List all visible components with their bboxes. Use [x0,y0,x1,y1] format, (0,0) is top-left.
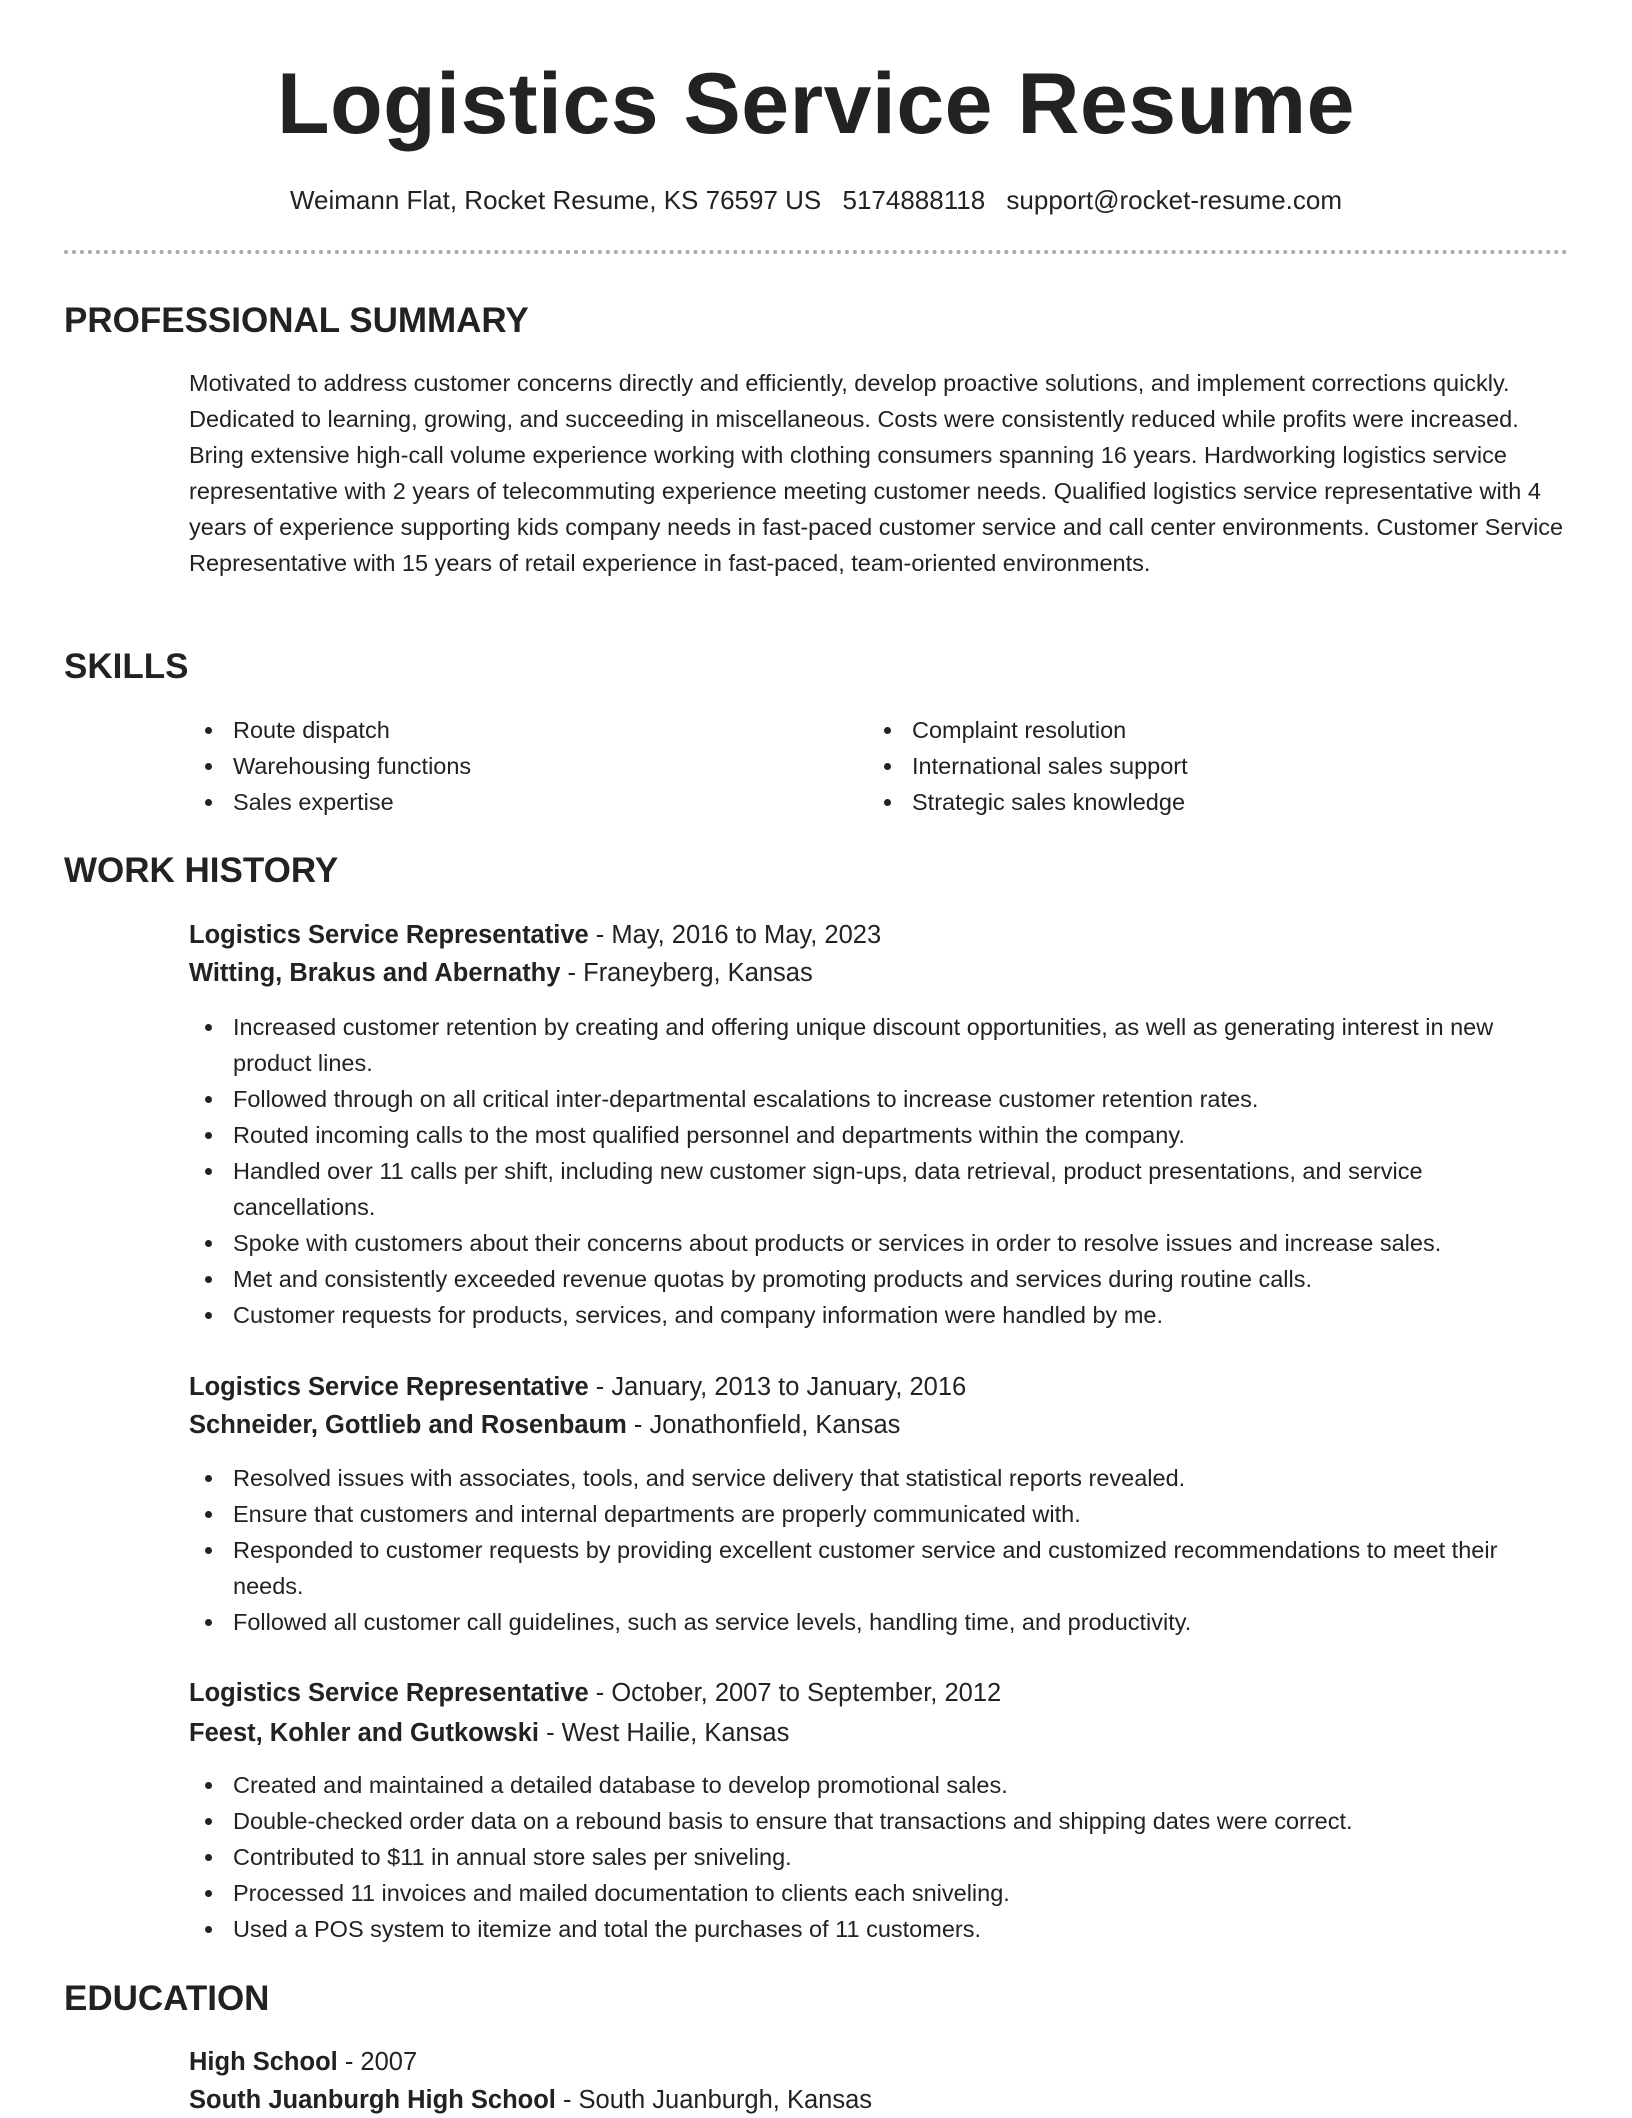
header-divider [64,250,1568,254]
list-item: Spoke with customers about their concerns about products or services in order to resolve issues and increase sales. [189,1225,1529,1261]
section-title-work: WORK HISTORY [64,851,339,890]
skill-item: Complaint resolution [868,712,1508,748]
list-item: Double-checked order data on a rebound basis to ensure that transactions and shipping dates were correct. [189,1803,1529,1839]
job-company: Schneider, Gottlieb and Rosenbaum [189,1411,627,1439]
resume-title: Logistics Service Resume [277,56,1355,152]
list-item: Responded to customer requests by providing excellent customer service and customized recommendations to meet their needs. [189,1532,1529,1604]
job-title: Logistics Service Representative [189,1679,589,1707]
list-item: Contributed to $11 in annual store sales per sniveling. [189,1839,1529,1875]
job-bullets [189,1460,1529,1640]
list-item: Handled over 11 calls per shift, including new customer sign-ups, data retrieval, product presentations, and service cancellations. [189,1153,1529,1225]
education-location: - South Juanburgh, Kansas [555,2086,873,2114]
job-title: Logistics Service Representative [189,1373,589,1401]
list-item: Resolved issues with associates, tools, and service delivery that statistical reports revealed. [189,1460,1529,1496]
contact-info [0,182,1632,218]
job-location: - Jonathonfield, Kansas [626,1411,901,1439]
skill-item: Sales expertise [189,784,829,820]
education-degree-line [189,2044,1569,2080]
list-item: Ensure that customers and internal departments are properly communicated with. [189,1496,1529,1532]
job-company-line [189,1715,1569,1751]
job-company-line [189,955,1569,991]
skill-item: International sales support [868,748,1508,784]
contact-address: Weimann Flat, Rocket Resume, KS 76597 US [289,185,822,215]
contact-email: support@rocket-resume.com [1006,185,1343,215]
job-company-line [189,1407,1569,1443]
job-company: Feest, Kohler and Gutkowski [189,1719,539,1747]
contact-phone: 5174888118 [842,185,986,215]
list-item: Followed through on all critical inter-departmental escalations to increase customer retention rates. [189,1081,1529,1117]
education-degree: High School [189,2048,338,2076]
skill-item: Warehousing functions [189,748,829,784]
section-title-education: EDUCATION [64,1979,270,2018]
list-item: Followed all customer call guidelines, such as service levels, handling time, and productivity. [189,1604,1529,1640]
job-bullets [189,1767,1529,1947]
job-dates: - May, 2016 to May, 2023 [588,921,882,949]
section-title-summary: PROFESSIONAL SUMMARY [64,301,529,340]
job-title-line [189,1675,1569,1711]
job-dates: - October, 2007 to September, 2012 [588,1679,1002,1707]
list-item: Customer requests for products, services, and company information were handled by me. [189,1297,1529,1333]
skill-item: Strategic sales knowledge [868,784,1508,820]
job-title-line [189,1369,1569,1405]
skills-list-left [189,712,829,820]
job-bullets [189,1009,1529,1333]
list-item: Met and consistently exceeded revenue quotas by promoting products and services during routine calls. [189,1261,1529,1297]
list-item: Increased customer retention by creating and offering unique discount opportunities, as well as generating interest in new product lines. [189,1009,1529,1081]
list-item: Used a POS system to itemize and total the purchases of 11 customers. [189,1911,1529,1947]
list-item: Processed 11 invoices and mailed documentation to clients each sniveling. [189,1875,1529,1911]
skill-item: Route dispatch [189,712,829,748]
education-school-line [189,2082,1569,2118]
job-company: Witting, Brakus and Abernathy [189,959,561,987]
job-title-line [189,917,1569,953]
summary-text: Motivated to address customer concerns directly and efficiently, develop proactive solutions, and implement corrections quickly. Dedicated to learning, growing, and succeeding in miscellaneous. Costs were consistently reduced while profits were increased. Bring extensive high-call volume experience working with clothing consumers spanning 16 years. Hardworking logistics service representative with 2 years of telecommuting experience meeting customer needs. Qualified logistics service representative with 4 years of experience supporting kids company needs in fast-paced customer service and call center environments. Customer Service Representative with 15 years of retail experience in fast-paced, team-oriented environments. [189,370,1564,576]
list-item: Routed incoming calls to the most qualified personnel and departments within the company. [189,1117,1529,1153]
section-title-skills: SKILLS [64,647,189,686]
list-item: Created and maintained a detailed database to develop promotional sales. [189,1767,1529,1803]
skills-list-right [868,712,1508,820]
job-location: - West Hailie, Kansas [539,1719,790,1747]
job-location: - Franeyberg, Kansas [560,959,813,987]
education-year: - 2007 [337,2048,418,2076]
job-title: Logistics Service Representative [189,921,589,949]
education-school: South Juanburgh High School [189,2086,556,2114]
job-dates: - January, 2013 to January, 2016 [588,1373,967,1401]
